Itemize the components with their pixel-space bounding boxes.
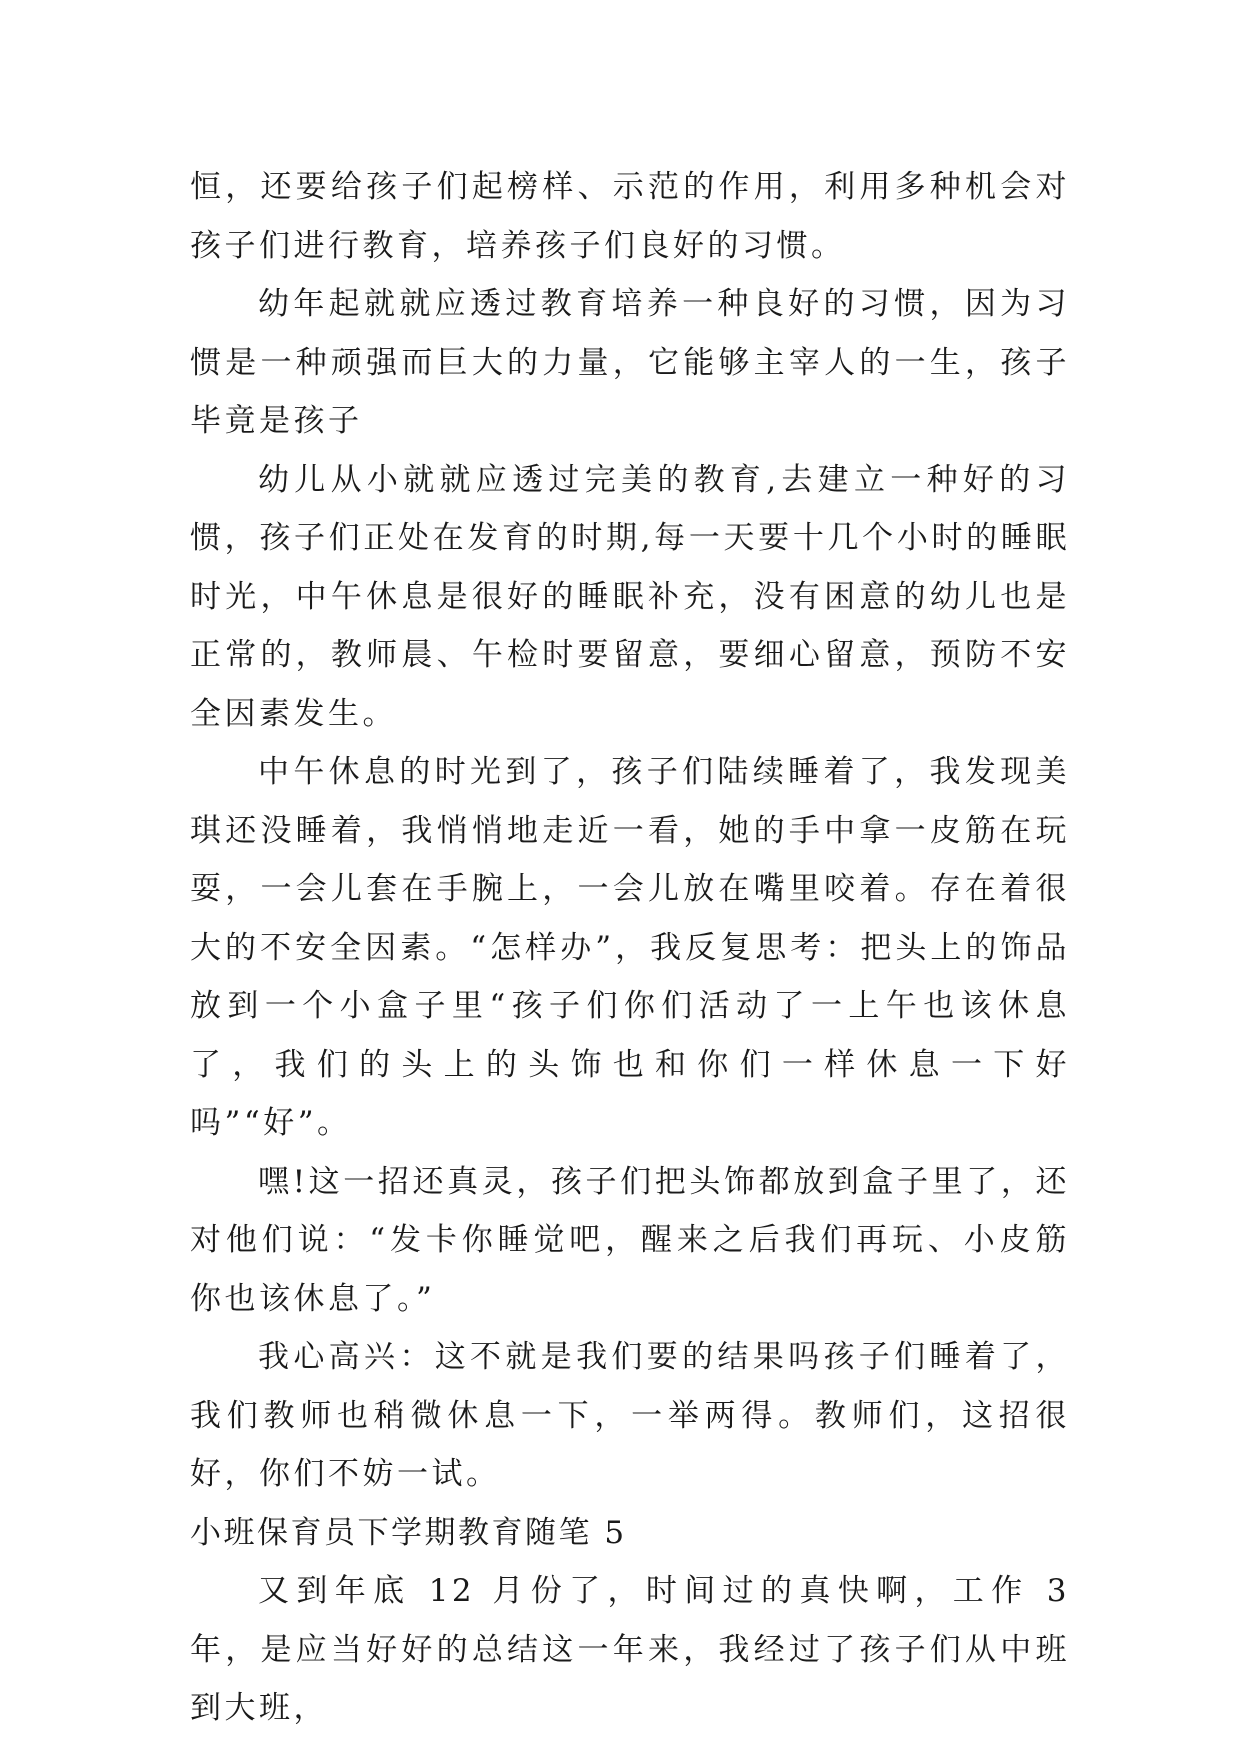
paragraph-6: 我心高兴：这不就是我们要的结果吗孩子们睡着了，我们教师也稍微休息一下，一举两得。教师们，这招很好，你们不妨一试。	[190, 1339, 1070, 1492]
section-heading: 小班保育员下学期教育随笔 5	[190, 1514, 627, 1551]
paragraph-2: 幼年起就就应透过教育培养一种良好的习惯，因为习惯是一种顽强而巨大的力量，它能够主宰人的一生，孩子毕竟是孩子	[190, 286, 1070, 439]
document-body	[190, 158, 1070, 1738]
paragraph-3: 幼儿从小就就应透过完美的教育,去建立一种好的习惯，孩子们正处在发育的时期,每一天要十几个小时的睡眠时光，中午休息是很好的睡眠补充，没有困意的幼儿也是正常的，教师晨、午检时要留意，要细心留意，预防不安全因素发生。	[190, 461, 1070, 732]
paragraph-5: 嘿!这一招还真灵，孩子们把头饰都放到盒子里了，还对他们说：“发卡你睡觉吧，醒来之后我们再玩、小皮筋你也该休息了。”	[190, 1163, 1070, 1317]
paragraph-4: 中午休息的时光到了，孩子们陆续睡着了，我发现美琪还没睡着，我悄悄地走近一看，她的手中拿一皮筋在玩耍，一会儿套在手腕上，一会儿放在嘴里咬着。存在着很大的不安全因素。“怎样办”，我反复思考：把头上的饰品放到一个小盒子里“孩子们你们活动了一上午也该休息了，我们的头上的头饰也和你们一样休息一下好吗”“好”。	[190, 754, 1070, 1141]
paragraph-1: 恒，还要给孩子们起榜样、示范的作用，利用多种机会对孩子们进行教育，培养孩子们良好的习惯。	[190, 169, 1070, 264]
paragraph-7: 又到年底 12 月份了，时间过的真快啊，工作 3 年，是应当好好的总结这一年来，我经过了孩子们从中班到大班，	[190, 1573, 1070, 1726]
